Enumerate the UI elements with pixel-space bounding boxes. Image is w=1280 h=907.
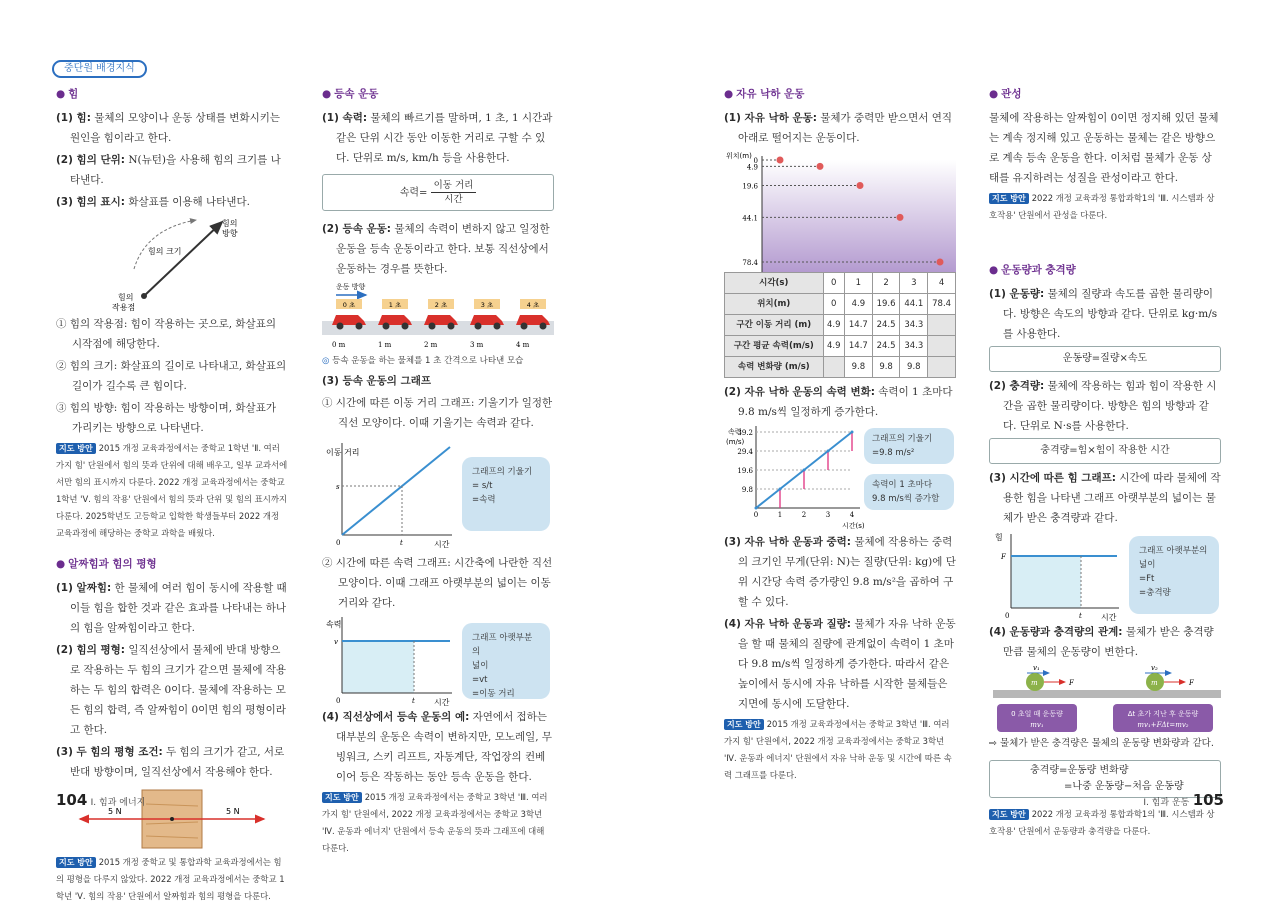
chapter-right: Ⅰ. 힘과 운동 bbox=[1143, 798, 1190, 808]
svg-text:속력: 속력 bbox=[326, 620, 342, 629]
table-cell: 4.9 bbox=[823, 336, 844, 357]
section-badge: 중단원 배경지식 bbox=[52, 60, 147, 78]
table-cell: 9.8 bbox=[844, 357, 872, 378]
balance-note: 지도 방안 2015 개정 중학교 및 통합과학 교육과정에서는 힘의 평형을 다루지 않았다. 2022 개정 교육과정에서는 중학교 1학년 'Ⅴ. 힘의 작용' 단원에서 알짜힘과 힘의 평형을 다룬다. bbox=[56, 857, 285, 901]
impulse-formula: 충격량=힘×힘이 작용한 시간 bbox=[989, 438, 1221, 464]
position-4: 4 m bbox=[516, 341, 530, 349]
svg-text:mv₁: mv₁ bbox=[1030, 721, 1044, 729]
heading-momentum: ● 운동량과 충격량 bbox=[989, 260, 1221, 280]
svg-text:힘: 힘 bbox=[995, 533, 1003, 542]
svg-text:0: 0 bbox=[1005, 612, 1010, 620]
table-cell: 34.3 bbox=[900, 315, 928, 336]
ff-y-tick-2: 19.6 bbox=[737, 467, 753, 475]
table-cell: 14.7 bbox=[844, 315, 872, 336]
svg-text:작용점: 작용점 bbox=[112, 303, 136, 312]
car-caption: ◎ 등속 운동을 하는 물체를 1 초 간격으로 나타낸 모습 bbox=[322, 356, 524, 366]
svg-text:5 N: 5 N bbox=[108, 807, 122, 816]
impulse-momentum-formula: 충격량=운동량 변화량 =나중 운동량−처음 운동량 bbox=[989, 760, 1221, 798]
position-3: 3 m bbox=[470, 341, 484, 349]
table-cell: 14.7 bbox=[844, 336, 872, 357]
ff-x-tick-1: 1 bbox=[777, 511, 783, 519]
svg-text:v₁: v₁ bbox=[1033, 664, 1040, 672]
y-tick-1: 4.9 bbox=[746, 163, 758, 172]
fall-dot-2 bbox=[857, 182, 864, 189]
table-cell: 2 bbox=[872, 273, 900, 294]
table-cell: 78.4 bbox=[928, 294, 956, 315]
fall-dot-4 bbox=[937, 259, 944, 266]
uniform-note: 지도 방안 2015 개정 교육과정에서는 중학교 3학년 'Ⅲ. 여러 가지 힘' 단원에서, 2022 개정 교육과정에서는 중학교 3학년 'Ⅳ. 운동과 에너지' 단원에서 등속 운동의 뜻과 그래프에 대해 다룬다. bbox=[322, 792, 548, 853]
speed-time-graph bbox=[322, 615, 554, 707]
ff-point-1 bbox=[779, 488, 782, 491]
heading-inertia: ● 관성 bbox=[989, 84, 1221, 104]
heading-uniform: ● 등속 운동 bbox=[322, 84, 554, 104]
svg-text:5 N: 5 N bbox=[226, 807, 240, 816]
footer-left bbox=[56, 791, 145, 809]
table-cell: 4.9 bbox=[844, 294, 872, 315]
svg-text:시간: 시간 bbox=[434, 540, 450, 549]
table-cell: 19.6 bbox=[872, 294, 900, 315]
svg-text:4 초: 4 초 bbox=[526, 301, 540, 309]
fall-dot-3 bbox=[897, 214, 904, 221]
table-cell: 9.8 bbox=[900, 357, 928, 378]
application-point bbox=[141, 293, 147, 299]
svg-text:3 초: 3 초 bbox=[480, 301, 494, 309]
ff-x-tick-0: 0 bbox=[753, 511, 759, 519]
momentum-conclusion: ⇨ 물체가 받은 충격량은 물체의 운동량 변화량과 같다. bbox=[989, 738, 1214, 749]
svg-text:이동 거리: 이동 거리 bbox=[326, 448, 360, 457]
distance-time-graph bbox=[322, 435, 554, 553]
ff-y-tick-0: 39.2 bbox=[737, 429, 753, 437]
y-tick-4: 78.4 bbox=[742, 259, 758, 267]
svg-text:0 초: 0 초 bbox=[342, 301, 356, 309]
svg-text:F: F bbox=[1189, 679, 1194, 687]
force-note: 지도 방안 2015 개정 교육과정에서는 중학교 1학년 'Ⅱ. 여러 가지 힘' 단원에서 힘의 뜻과 단위에 대해 배우고, 일부 교과서에서만 힘의 표시까지 다룬다. 2022 개정 교육과정에서는 중학교 1학년 'Ⅴ. 힘의 작용' 단원에서 힘의 뜻과 단위 및 힘의 표시까지 다룬다. 2025학년도 고등학교 입학한 학생들부터 2022 개정 교육과정에 해당하는 중학교 과학을 배웠다. bbox=[56, 443, 288, 538]
page-number-left: 104 bbox=[56, 791, 88, 809]
y-tick-2: 19.6 bbox=[742, 182, 758, 191]
bubble-ff-slope: 그래프의 기울기 =9.8 m/s² bbox=[864, 428, 954, 464]
inertia-text: 물체에 작용하는 알짜힘이 0이면 정지해 있던 물체는 계속 정지해 있고 운동하는 물체는 같은 방향으로 계속 등속 운동을 한다. 이처럼 물체가 운동 상태를 유지하려는 성질을 관성이라고 한다. bbox=[989, 112, 1219, 184]
position-0: 0 m bbox=[332, 341, 346, 349]
force-p1: (1) 힘: 물체의 모양이나 운동 상태를 변화시키는 원인을 힘이라고 한다. bbox=[56, 112, 281, 144]
bubble-impulse: 그래프 아랫부분의 넓이 =Ft =충격량 bbox=[1129, 536, 1219, 614]
svg-text:Δt 초가 지난 후 운동량: Δt 초가 지난 후 운동량 bbox=[1127, 710, 1199, 718]
momentum-diagram bbox=[989, 664, 1221, 734]
ff-x-tick-3: 3 bbox=[825, 511, 831, 519]
svg-text:힘의: 힘의 bbox=[118, 293, 134, 302]
column-inertia-momentum: ● 관성 물체에 작용하는 알짜힘이 0이면 정지해 있던 물체는 계속 정지해 있고 운동하는 물체는 같은 방향으로 계속 등속 운동을 한다. 이처럼 물체가 운동 상태를 유지하려는 성질을 관성이라고 한다. 지도 방안 2022 개정 교육과정 통합과학1의 'Ⅲ. 시스템과 상호작용' 단원에서 관성을 다룬다. ● 운동량과 충격량 (1) 운동량: 물체의 질량과 속도를 곱한 물리량이다. 방향은 속도의 방향과 같다. 단위로 kg·m/s를 사용한다. 운동량=질량×속도 (2) 충격량: 물체에 작용하는 힘과 힘이 작용한 시간을 곱한 물리량이다. 방향은 힘의 방향과 같다. 단위로 N·s를 사용한다. 충격량=힘×힘이 작용한 시간 (3) 시간에 따른 힘 그래프: 시간에 따라 물체에 작용한 힘을 나타낸 그래프 아랫부분의 넓이는 물체가 받은 충격량과 같다. 힘 F 0 t 시간 그래프 아랫부분의 넓이 =Ft =충격량 (4) 운동량과 충격량의 관계: 물체가 받은 충격량만큼 물체의 운동량이 변한다. v₁ m F v₂ m F 0 초일 때 운동량 mv₁ Δt 초가 지난 후 운동량 mv₁+FΔt=mv₂ ⇨ 물체가 받은 충격량은 물체의 운동량 변화량과 같다. 충격량=운동량 변화량 =나중 운동량−처음 운동량 지도 방안 2022 개정 교육과정 통합과학1의 'Ⅲ. 시스템과 상호작용' 단원에서 운동량과 충격량을 다룬다. bbox=[989, 84, 1221, 842]
svg-text:운동 방향: 운동 방향 bbox=[336, 283, 366, 291]
force-p2: (2) 힘의 단위: N(뉴턴)을 사용해 힘의 크기를 나타낸다. bbox=[56, 154, 281, 186]
svg-text:시간: 시간 bbox=[1101, 613, 1117, 622]
svg-text:0: 0 bbox=[336, 697, 341, 705]
force-arrow-diagram bbox=[56, 214, 288, 314]
table-cell: 24.5 bbox=[872, 336, 900, 357]
heading-freefall: ● 자유 낙하 운동 bbox=[724, 84, 956, 104]
table-cell: 24.5 bbox=[872, 315, 900, 336]
footer-right bbox=[1143, 791, 1224, 809]
ff-x-tick-4: 4 bbox=[849, 511, 855, 519]
svg-text:m: m bbox=[1031, 679, 1038, 687]
table-cell: 0 bbox=[823, 294, 844, 315]
bubble-area: 그래프 아랫부분의 넓이 =vt =이동 거리 bbox=[462, 623, 550, 699]
ff-point-0 bbox=[755, 507, 758, 510]
inertia-note: 지도 방안 2022 개정 교육과정 통합과학1의 'Ⅲ. 시스템과 상호작용' 단원에서 관성을 다룬다. bbox=[989, 193, 1215, 220]
y-tick-3: 44.1 bbox=[742, 214, 758, 223]
force-time-graph bbox=[989, 530, 1221, 622]
chapter-left: Ⅰ. 힘과 에너지 bbox=[90, 798, 146, 808]
svg-text:F: F bbox=[1069, 679, 1074, 687]
svg-text:(m/s): (m/s) bbox=[726, 438, 745, 446]
svg-text:힘의: 힘의 bbox=[222, 219, 238, 228]
column-uniform: ● 등속 운동 (1) 속력: 물체의 빠르기를 말하며, 1 초, 1 시간과 같은 단위 시간 동안 이동한 거리로 구할 수 있다. 단위로 m/s, km/h 등을 사용한다. 속력= $\frac{\text{이동 거리}}{\text{시간}}$ (2) 등속 운동: 물체의 속력이 변하지 않고 일정한 운동을 등속 운동이라고 한다. 보통 직선상에서 운동하는 경우를 뜻한다. 운동 방향 0 초 0 m 1 초 1 m 2 초 2 m 3 초 3 m 4 초 4 m ◎ 등속 운동을 하는 물체를 1 초 간격으로 나타낸 모습 (3) 등속 운동의 그래프 ① 시간에 따른 이동 거리 그래프: 기울기가 일정한 직선 모양이다. 이때 기울기는 속력과 같다. 이동 거리 s t 0 시간 그래프의 기울기 = s/t =속력 ② 시간에 따른 속력 그래프: 시간축에 나란한 직선 모양이다. 이때 그래프 아랫부분의 넓이는 이동 거리와 같다. 속력 v t 0 시간 그래프 아랫부분의 넓이 =vt =이동 거리 (4) 직선상에서 등속 운동의 예: 자연에서 접하는 대부분의 운동은 속력이 변하지만, 모노레일, 무빙워크, 스키 리프트, 자동계단, 작업장의 컨베이어 등은 작동하는 동안 등속 운동을 한다. 지도 방안 2015 개정 교육과정에서는 중학교 3학년 'Ⅲ. 여러 가지 힘' 단원에서, 2022 개정 교육과정에서는 중학교 3학년 'Ⅳ. 운동과 에너지' 단원에서 등속 운동의 뜻과 그래프에 대해 다룬다. bbox=[322, 84, 554, 859]
ff-y-tick-1: 29.4 bbox=[737, 448, 753, 456]
svg-text:v: v bbox=[334, 638, 338, 646]
table-cell: 0 bbox=[823, 273, 844, 294]
freefall-table: 시각(s) 0 1 2 3 4 위치(m) 0 4.9 19.6 44.1 78.4 구간 이동 거리 (m) 4.9 14.7 24.5 34.3 구간 평균 속력(m/s) 4.9 14.7 24.5 34.3 속력 변화량 (m/s) 9.8 9.8 9.8 bbox=[724, 272, 956, 378]
svg-text:F: F bbox=[1001, 553, 1006, 561]
svg-text:m: m bbox=[1151, 679, 1158, 687]
bubble-slope: 그래프의 기울기 = s/t =속력 bbox=[462, 457, 550, 531]
svg-text:시간: 시간 bbox=[434, 698, 450, 707]
force-p3: (3) 힘의 표시: 화살표를 이용해 나타낸다. bbox=[56, 196, 250, 208]
ff-y-tick-3: 9.8 bbox=[741, 486, 753, 494]
table-cell: 4 bbox=[928, 273, 956, 294]
car-sequence-diagram bbox=[322, 281, 554, 353]
ff-point-2 bbox=[803, 469, 806, 472]
svg-text:2 초: 2 초 bbox=[434, 301, 448, 309]
svg-text:1 초: 1 초 bbox=[388, 301, 402, 309]
svg-text:속력: 속력 bbox=[728, 428, 742, 436]
force-c3: ③ 힘의 방향: 힘이 작용하는 방향이며, 화살표가 가리키는 방향으로 나타낸다. bbox=[56, 402, 276, 434]
svg-text:시간(s): 시간(s) bbox=[842, 522, 865, 530]
svg-text:t: t bbox=[400, 539, 403, 547]
svg-text:방향: 방향 bbox=[222, 229, 238, 238]
table-cell: 44.1 bbox=[900, 294, 928, 315]
svg-text:mv₁+FΔt=mv₂: mv₁+FΔt=mv₂ bbox=[1137, 721, 1189, 729]
table-cell: 1 bbox=[844, 273, 872, 294]
ff-point-3 bbox=[827, 450, 830, 453]
table-cell: 4.9 bbox=[823, 315, 844, 336]
speed-formula: 속력= $\frac{\text{이동 거리}}{\text{시간}}$ bbox=[322, 174, 554, 211]
force-c1: ① 힘의 작용점: 힘이 작용하는 곳으로, 화살표의 시작점에 해당한다. bbox=[56, 318, 276, 350]
page-number-right: 105 bbox=[1192, 791, 1224, 809]
table-cell: 9.8 bbox=[872, 357, 900, 378]
svg-text:s: s bbox=[336, 483, 340, 491]
table-cell: 3 bbox=[900, 273, 928, 294]
freefall-speed-chart bbox=[724, 424, 956, 532]
svg-text:t: t bbox=[412, 697, 415, 705]
ff-x-tick-2: 2 bbox=[801, 511, 807, 519]
svg-text:v₂: v₂ bbox=[1151, 664, 1158, 672]
fall-dot-1 bbox=[817, 163, 824, 170]
fall-dot-0 bbox=[777, 157, 784, 164]
ff-point-4 bbox=[851, 431, 854, 434]
svg-text:0: 0 bbox=[336, 539, 341, 547]
freefall-position-figure bbox=[724, 150, 956, 272]
svg-text:0 초일 때 운동량: 0 초일 때 운동량 bbox=[1011, 710, 1063, 718]
table-cell: 34.3 bbox=[900, 336, 928, 357]
position-1: 1 m bbox=[378, 341, 392, 349]
label-magnitude: 힘의 크기 bbox=[148, 247, 182, 256]
heading-force: ● 힘 bbox=[56, 84, 288, 104]
column-freefall: ● 자유 낙하 운동 (1) 자유 낙하 운동: 물체가 중력만 받으면서 연직 아래로 떨어지는 운동이다. 위치(m) 0 4.9 19.6 44.1 78.4 시각(s) 0 1 2 3 4 위치(m) 0 4.9 19.6 44.1 78.4 구간 이동 거리 (m) 4.9 14.7 24.5 34.3 구간 평균 속력(m/s) 4.9 14.7 24.5 34.3 속력 변화량 (m/s) 9.8 9.8 9.8 (2) 자유 낙하 운동의 속력 변화: 속력이 1 초마다 9.8 m/s씩 일정하게 증가한다. 39.2 29.4 19.6 9.8 0 1 2 3 4 속력 (m/s) 시간(s) 그래프의 기울기 =9.8 m/s² 속력이 1 초마다 9.8 m/s씩 증가함 (3) 자유 낙하 운동과 중력: 물체에 작용하는 중력의 크기인 무게(단위: N)는 질량(단위: kg)에 단위 시간당 속력 증가량인 9.8 m/s²을 곱하여 구할 수 있다. (4) 자유 낙하 운동과 질량: 물체가 자유 낙하 운동을 할 때 물체의 질량에 관계없이 속력이 1 초마다 9.8 m/s씩 일정하게 증가한다. 따라서 같은 높이에서 동시에 자유 낙하를 시작한 물체들은 지면에 동시에 도달한다. 지도 방안 2015 개정 교육과정에서는 중학교 3학년 'Ⅲ. 여러 가지 힘' 단원에서, 2022 개정 교육과정에서는 중학교 3학년 'Ⅳ. 운동과 에너지' 단원에서 자유 낙하 운동 및 시간에 따른 속력 그래프를 다룬다. bbox=[724, 84, 956, 786]
momentum-formula: 운동량=질량×속도 bbox=[989, 346, 1221, 372]
y-tick-0: 0 bbox=[753, 157, 758, 165]
force-c2: ② 힘의 크기: 화살표의 길이로 나타내고, 화살표의 길이가 길수록 큰 힘이다. bbox=[56, 360, 287, 392]
heading-balance: ● 알짜힘과 힘의 평형 bbox=[56, 554, 288, 574]
position-2: 2 m bbox=[424, 341, 438, 349]
freefall-note: 지도 방안 2015 개정 교육과정에서는 중학교 3학년 'Ⅲ. 여러 가지 힘' 단원에서, 2022 개정 교육과정에서는 중학교 3학년 'Ⅳ. 운동과 에너지' 단원에서 자유 낙하 운동 및 시간에 따른 속력 그래프를 다룬다. bbox=[724, 719, 952, 780]
svg-text:t: t bbox=[1079, 612, 1082, 620]
force-arrow bbox=[144, 222, 222, 296]
svg-text:위치(m): 위치(m) bbox=[726, 152, 752, 160]
bubble-ff-increase: 속력이 1 초마다 9.8 m/s씩 증가함 bbox=[864, 474, 954, 510]
momentum-note: 지도 방안 2022 개정 교육과정 통합과학1의 'Ⅲ. 시스템과 상호작용' 단원에서 운동량과 충격량을 다룬다. bbox=[989, 809, 1215, 836]
column-force: ● 힘 (1) 힘: 물체의 모양이나 운동 상태를 변화시키는 원인을 힘이라고 한다. (2) 힘의 단위: N(뉴턴)을 사용해 힘의 크기를 나타낸다. (3) 힘의 표시: 화살표를 이용해 나타낸다. 힘의 크기 힘의 방향 힘의 작용점 ① 힘의 작용점: 힘이 작용하는 곳으로, 화살표의 시작점에 해당한다. ② 힘의 크기: 화살표의 길이로 나타내고, 화살표의 길이가 길수록 큰 힘이다. ③ 힘의 방향: 힘이 작용하는 방향이며, 화살표가 가리키는 방향으로 나타낸다. 지도 방안 2015 개정 교육과정에서는 중학교 1학년 'Ⅱ. 여러 가지 힘' 단원에서 힘의 뜻과 단위에 대해 배우고, 일부 교과서에서만 힘의 표시까지 다룬다. 2022 개정 교육과정에서는 중학교 1학년 'Ⅴ. 힘의 작용' 단원에서 힘의 뜻과 단위 및 힘의 표시까지 다룬다. 2025학년도 고등학교 입학한 학생들부터 2022 개정 교육과정에 해당하는 중학교 과학을 배웠다. ● 알짜힘과 힘의 평형 (1) 알짜힘: 한 물체에 여러 힘이 동시에 작용할 때 이들 힘을 합한 것과 같은 효과를 나타내는 하나의 힘을 알짜힘이라고 한다. (2) 힘의 평형: 일직선상에서 물체에 반대 방향으로 작용하는 두 힘의 크기가 같으면 물체에 작용하는 두 힘의 합력은 0이다. 물체에 작용하는 모든 힘의 합력, 즉 알짜힘이 0이면 힘의 평형이라고 한다. (3) 두 힘의 평형 조건: 두 힘의 크기가 같고, 서로 반대 방향이며, 일직선상에서 작용해야 한다. 5 N 5 N 지도 방안 2015 개정 중학교 및 통합과학 교육과정에서는 힘의 평형을 다루지 않았다. 2022 개정 교육과정에서는 중학교 1학년 'Ⅴ. 힘의 작용' 단원에서 알짜힘과 힘의 평형을 다룬다. bbox=[56, 84, 288, 907]
